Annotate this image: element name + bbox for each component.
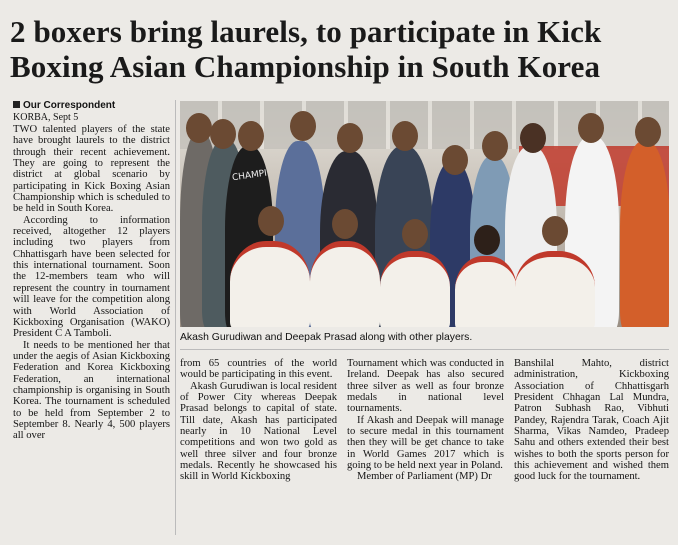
- paragraph: TWO talented players of the state have brought laurels to the district through their recent achievement. They are going to represent the district at global scenario by participating in Kick Boxing Asian Championship which is scheduled to be held in South Korea.: [13, 124, 170, 215]
- article-column-2: [180, 358, 337, 533]
- byline: [13, 100, 115, 112]
- byline-text: Our Correspondent: [23, 100, 116, 111]
- shirt-print: CHAMPI: [231, 168, 268, 184]
- article-column-3: [347, 358, 504, 533]
- article-column-4: [514, 358, 669, 533]
- paragraph: from 65 countries of the world would be participating in this event.: [180, 358, 337, 381]
- paragraph: It needs to be mentioned her that under the aegis of Asian Kickboxing Federation and Korea Kickboxing Federation, an international championship is organising in South Korea. The tournament is scheduled to be held from September 2 to September 8. Nearly 4, 500 players all over: [13, 339, 170, 442]
- column-divider: [175, 100, 176, 535]
- paragraph: Member of Parliament (MP) Dr: [357, 471, 492, 483]
- paragraph: Banshilal Mahto, district administration, Kickboxing Association of Chhattisgarh President Chhagan Lal Mundra, Patron Subhash Rao, Vibhuti Pandey, Rajendra Tarak, Coach Ajit Sharma, Vikas Namdeo, Pradeep Sahu and others extended their best wishes to both the sports person for this achievement and wished them good luck for the tournament.: [514, 358, 669, 483]
- paragraph: According to information received, altogether 12 players including two players from Chhattisgarh have been selected for this international tournament. Soon the 12-members team who will represent the country in tournament will leave for the competition along with World Association of Kickboxing Organisation (WAKO) President C A Tamboli.: [13, 214, 170, 340]
- article-column-1: [13, 124, 170, 534]
- bullet-square-icon: [13, 101, 20, 108]
- caption-divider: [180, 349, 669, 350]
- paragraph: Tournament which was conducted in Ireland. Deepak has also secured three silver as well as four bronze medals in national level tournaments.: [347, 358, 504, 415]
- paragraph: If Akash and Deepak will manage to secure medal in this tournament then they will be get chance to take in World Games 2017 which is going to be held next year in Poland.: [347, 414, 504, 472]
- photo-caption: Akash Gurudiwan and Deepak Prasad along with other players.: [180, 332, 473, 343]
- headline: 2 boxers bring laurels, to participate in Kick Boxing Asian Championship in South Korea: [10, 14, 602, 84]
- team-photo: [180, 101, 669, 327]
- paragraph: Akash Gurudiwan is local resident of Power City whereas Deepak Prasad belongs to capital of state. Till date, Akash has participated nearly in 10 National Level competitions and won two gold as well three silver and four bronze medals. Recently he showcased his skill in World Kickboxing: [180, 380, 337, 483]
- dateline: KORBA, Sept 5: [13, 112, 79, 123]
